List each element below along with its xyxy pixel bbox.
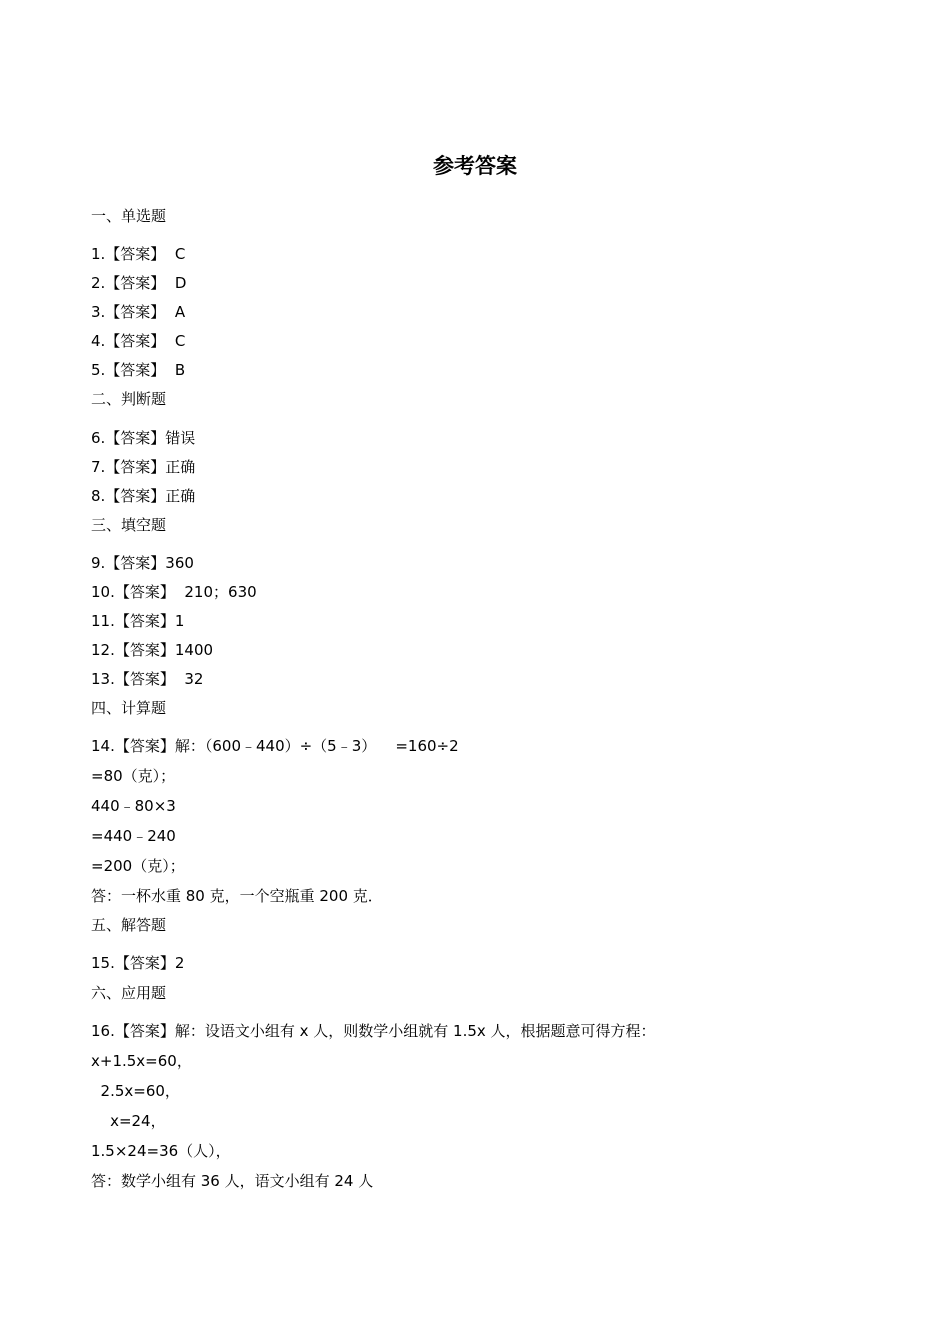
answer-line: 6.【答案】错误	[91, 429, 196, 447]
section-heading: 五、解答题	[91, 916, 167, 934]
conclusion-line: 答：数学小组有 36 人，语文小组有 24 人	[91, 1172, 374, 1190]
answer-line: 15.【答案】2	[91, 954, 185, 972]
answer-line: 4.【答案】 C	[91, 332, 186, 350]
work-line: 2.5x=60，	[91, 1082, 180, 1100]
answer-line: 1.【答案】 C	[91, 245, 186, 263]
answer-line: 3.【答案】 A	[91, 303, 186, 321]
work-line: =200（克）；	[91, 857, 185, 875]
work-line: =80（克）；	[91, 767, 176, 785]
answer-line: 8.【答案】正确	[91, 487, 196, 505]
work-line: 1.5×24=36（人），	[91, 1142, 231, 1160]
page-title: 参考答案	[433, 154, 517, 178]
section-heading: 二、判断题	[91, 390, 167, 408]
answer-line: 13.【答案】 32	[91, 670, 204, 688]
answer-line: 9.【答案】360	[91, 554, 194, 572]
answer-line: 16.【答案】解：设语文小组有 x 人，则数学小组就有 1.5x 人，根据题意可得方程：	[91, 1022, 656, 1040]
answer-line: 7.【答案】正确	[91, 458, 196, 476]
work-line: x=24，	[91, 1112, 166, 1130]
answer-line: 14.【答案】解：（600﹣440）÷（5﹣3） =160÷2	[91, 737, 459, 755]
section-heading: 四、计算题	[91, 699, 167, 717]
answer-line: 11.【答案】1	[91, 612, 185, 630]
work-line: 440﹣80×3	[91, 797, 176, 815]
answer-line: 10.【答案】 210；630	[91, 583, 257, 601]
work-line: =440﹣240	[91, 827, 176, 845]
section-heading: 一、单选题	[91, 207, 167, 225]
section-heading: 六、应用题	[91, 984, 167, 1002]
answer-line: 12.【答案】1400	[91, 641, 214, 659]
section-heading: 三、填空题	[91, 516, 167, 534]
answer-line: 2.【答案】 D	[91, 274, 187, 292]
work-line: x+1.5x=60，	[91, 1052, 192, 1070]
conclusion-line: 答：一杯水重 80 克，一个空瓶重 200 克．	[91, 887, 383, 905]
answer-line: 5.【答案】 B	[91, 361, 186, 379]
